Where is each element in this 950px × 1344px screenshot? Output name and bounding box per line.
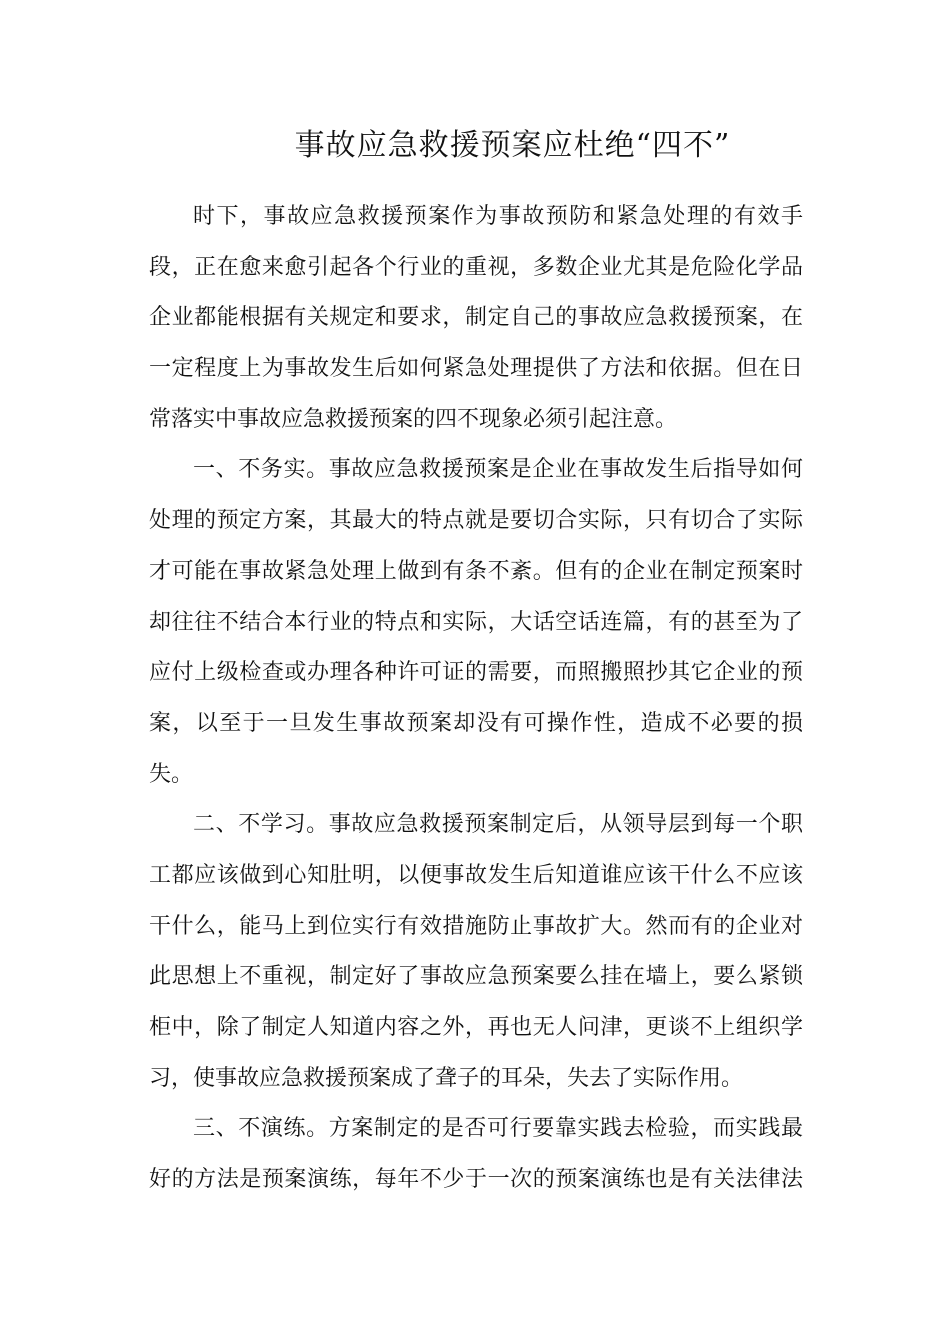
paragraph-line: 一、不务实。事故应急救援预案是企业在事故发生后指导如何 — [193, 457, 803, 483]
paragraph-line: 此思想上不重视，制定好了事故应急预案要么挂在墙上，要么紧锁 — [149, 964, 803, 990]
paragraph-not-drilled — [149, 1104, 803, 1205]
paragraph-line: 应付上级检查或办理各种许可证的需要，而照搬照抄其它企业的预 — [149, 660, 803, 686]
paragraph-line: 却往往不结合本行业的特点和实际，大话空话连篇，有的甚至为了 — [149, 609, 803, 635]
paragraph-line: 才可能在事故紧急处理上做到有条不紊。但有的企业在制定预案时 — [149, 558, 803, 584]
paragraph-not-studied — [149, 800, 803, 1104]
paragraph-line: 柜中，除了制定人知道内容之外，再也无人问津，更谈不上组织学 — [149, 1015, 803, 1040]
paragraph-not-practical — [149, 445, 803, 800]
paragraph-line: 好的方法是预案演练，每年不少于一次的预案演练也是有关法律法 — [149, 1167, 803, 1193]
paragraph-line: 二、不学习。事故应急救援预案制定后，从领导层到每一个职 — [193, 812, 803, 838]
document-body — [149, 192, 803, 1206]
paragraph-line: 时下，事故应急救援预案作为事故预防和紧急处理的有效手 — [193, 204, 803, 229]
paragraph-line: 处理的预定方案，其最大的特点就是要切合实际，只有切合了实际 — [149, 508, 803, 534]
paragraph-line: 常落实中事故应急救援预案的四不现象必须引起注意。 — [149, 406, 678, 432]
paragraph-line: 案，以至于一旦发生事故预案却没有可操作性，造成不必要的损 — [149, 710, 803, 736]
paragraph-line: 三、不演练。方案制定的是否可行要靠实践去检验，而实践最 — [193, 1116, 803, 1142]
paragraph-line: 企业都能根据有关规定和要求，制定自己的事故应急救援预案，在 — [149, 305, 803, 331]
paragraph-line: 失。 — [149, 761, 194, 787]
paragraph-line: 习，使事故应急救援预案成了聋子的耳朵，失去了实际作用。 — [149, 1065, 744, 1091]
paragraph-line: 一定程度上为事故发生后如何紧急处理提供了方法和依据。但在日 — [149, 356, 803, 382]
paragraph-intro — [149, 192, 803, 445]
paragraph-line: 干什么，能马上到位实行有效措施防止事故扩大。然而有的企业对 — [149, 913, 803, 939]
document-title: 事故应急救援预案应杜绝“四不” — [294, 128, 731, 163]
paragraph-line: 工都应该做到心知肚明，以便事故发生后知道谁应该干什么不应该 — [149, 862, 803, 888]
paragraph-line: 段，正在愈来愈引起各个行业的重视，多数企业尤其是危险化学品 — [149, 254, 803, 280]
